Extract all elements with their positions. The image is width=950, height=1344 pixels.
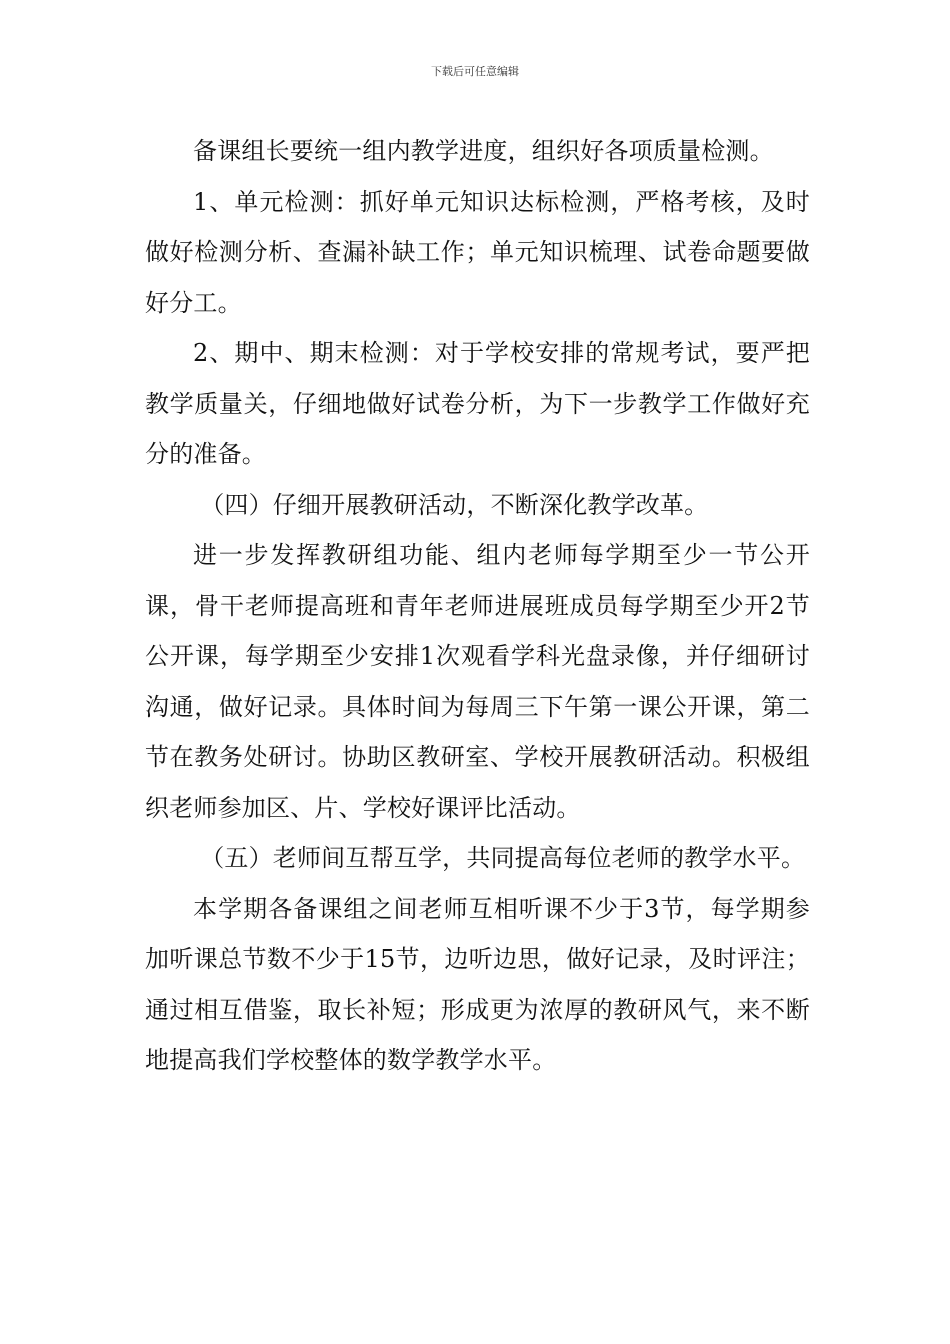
paragraph-unit-test: 1、单元检测：抓好单元知识达标检测，严格考核，及时做好检测分析、查漏补缺工作；单元知识梳理、试卷命题要做好分工。: [145, 187, 810, 317]
page-header: 下载后可任意编辑: [431, 65, 519, 78]
section-heading-5: （五）老师间互帮互学，共同提高每位老师的教学水平。: [200, 844, 806, 872]
paragraph-lesson-observation: 本学期各备课组之间老师互相听课不少于3节，每学期参加听课总节数不少于15节，边听边思，做好记录，及时评注；通过相互借鉴，取长补短；形成更为浓厚的教研风气，来不断地提高我们学校整体的数学教学水平。: [145, 894, 810, 1074]
document-body: [145, 126, 810, 1086]
paragraph-midterm-final-test: 2、期中、期末检测：对于学校安排的常规考试，要严把教学质量关，仔细地做好试卷分析，为下一步教学工作做好充分的准备。: [145, 339, 810, 468]
paragraph-teaching-research: 进一步发挥教研组功能、组内老师每学期至少一节公开课，骨干老师提高班和青年老师进展班成员每学期至少开2节公开课，每学期至少安排1次观看学科光盘录像，并仔细研讨沟通，做好记录。具体时间为每周三下午第一课公开课，第二节在教务处研讨。协助区教研室、学校开展教研活动。积极组织老师参加区、片、学校好课评比活动。: [145, 541, 810, 822]
paragraph-quality-check: 备课组长要统一组内教学进度，组织好各项质量检测。: [193, 137, 774, 165]
section-heading-4: （四）仔细开展教研活动，不断深化教学改革。: [200, 490, 709, 519]
